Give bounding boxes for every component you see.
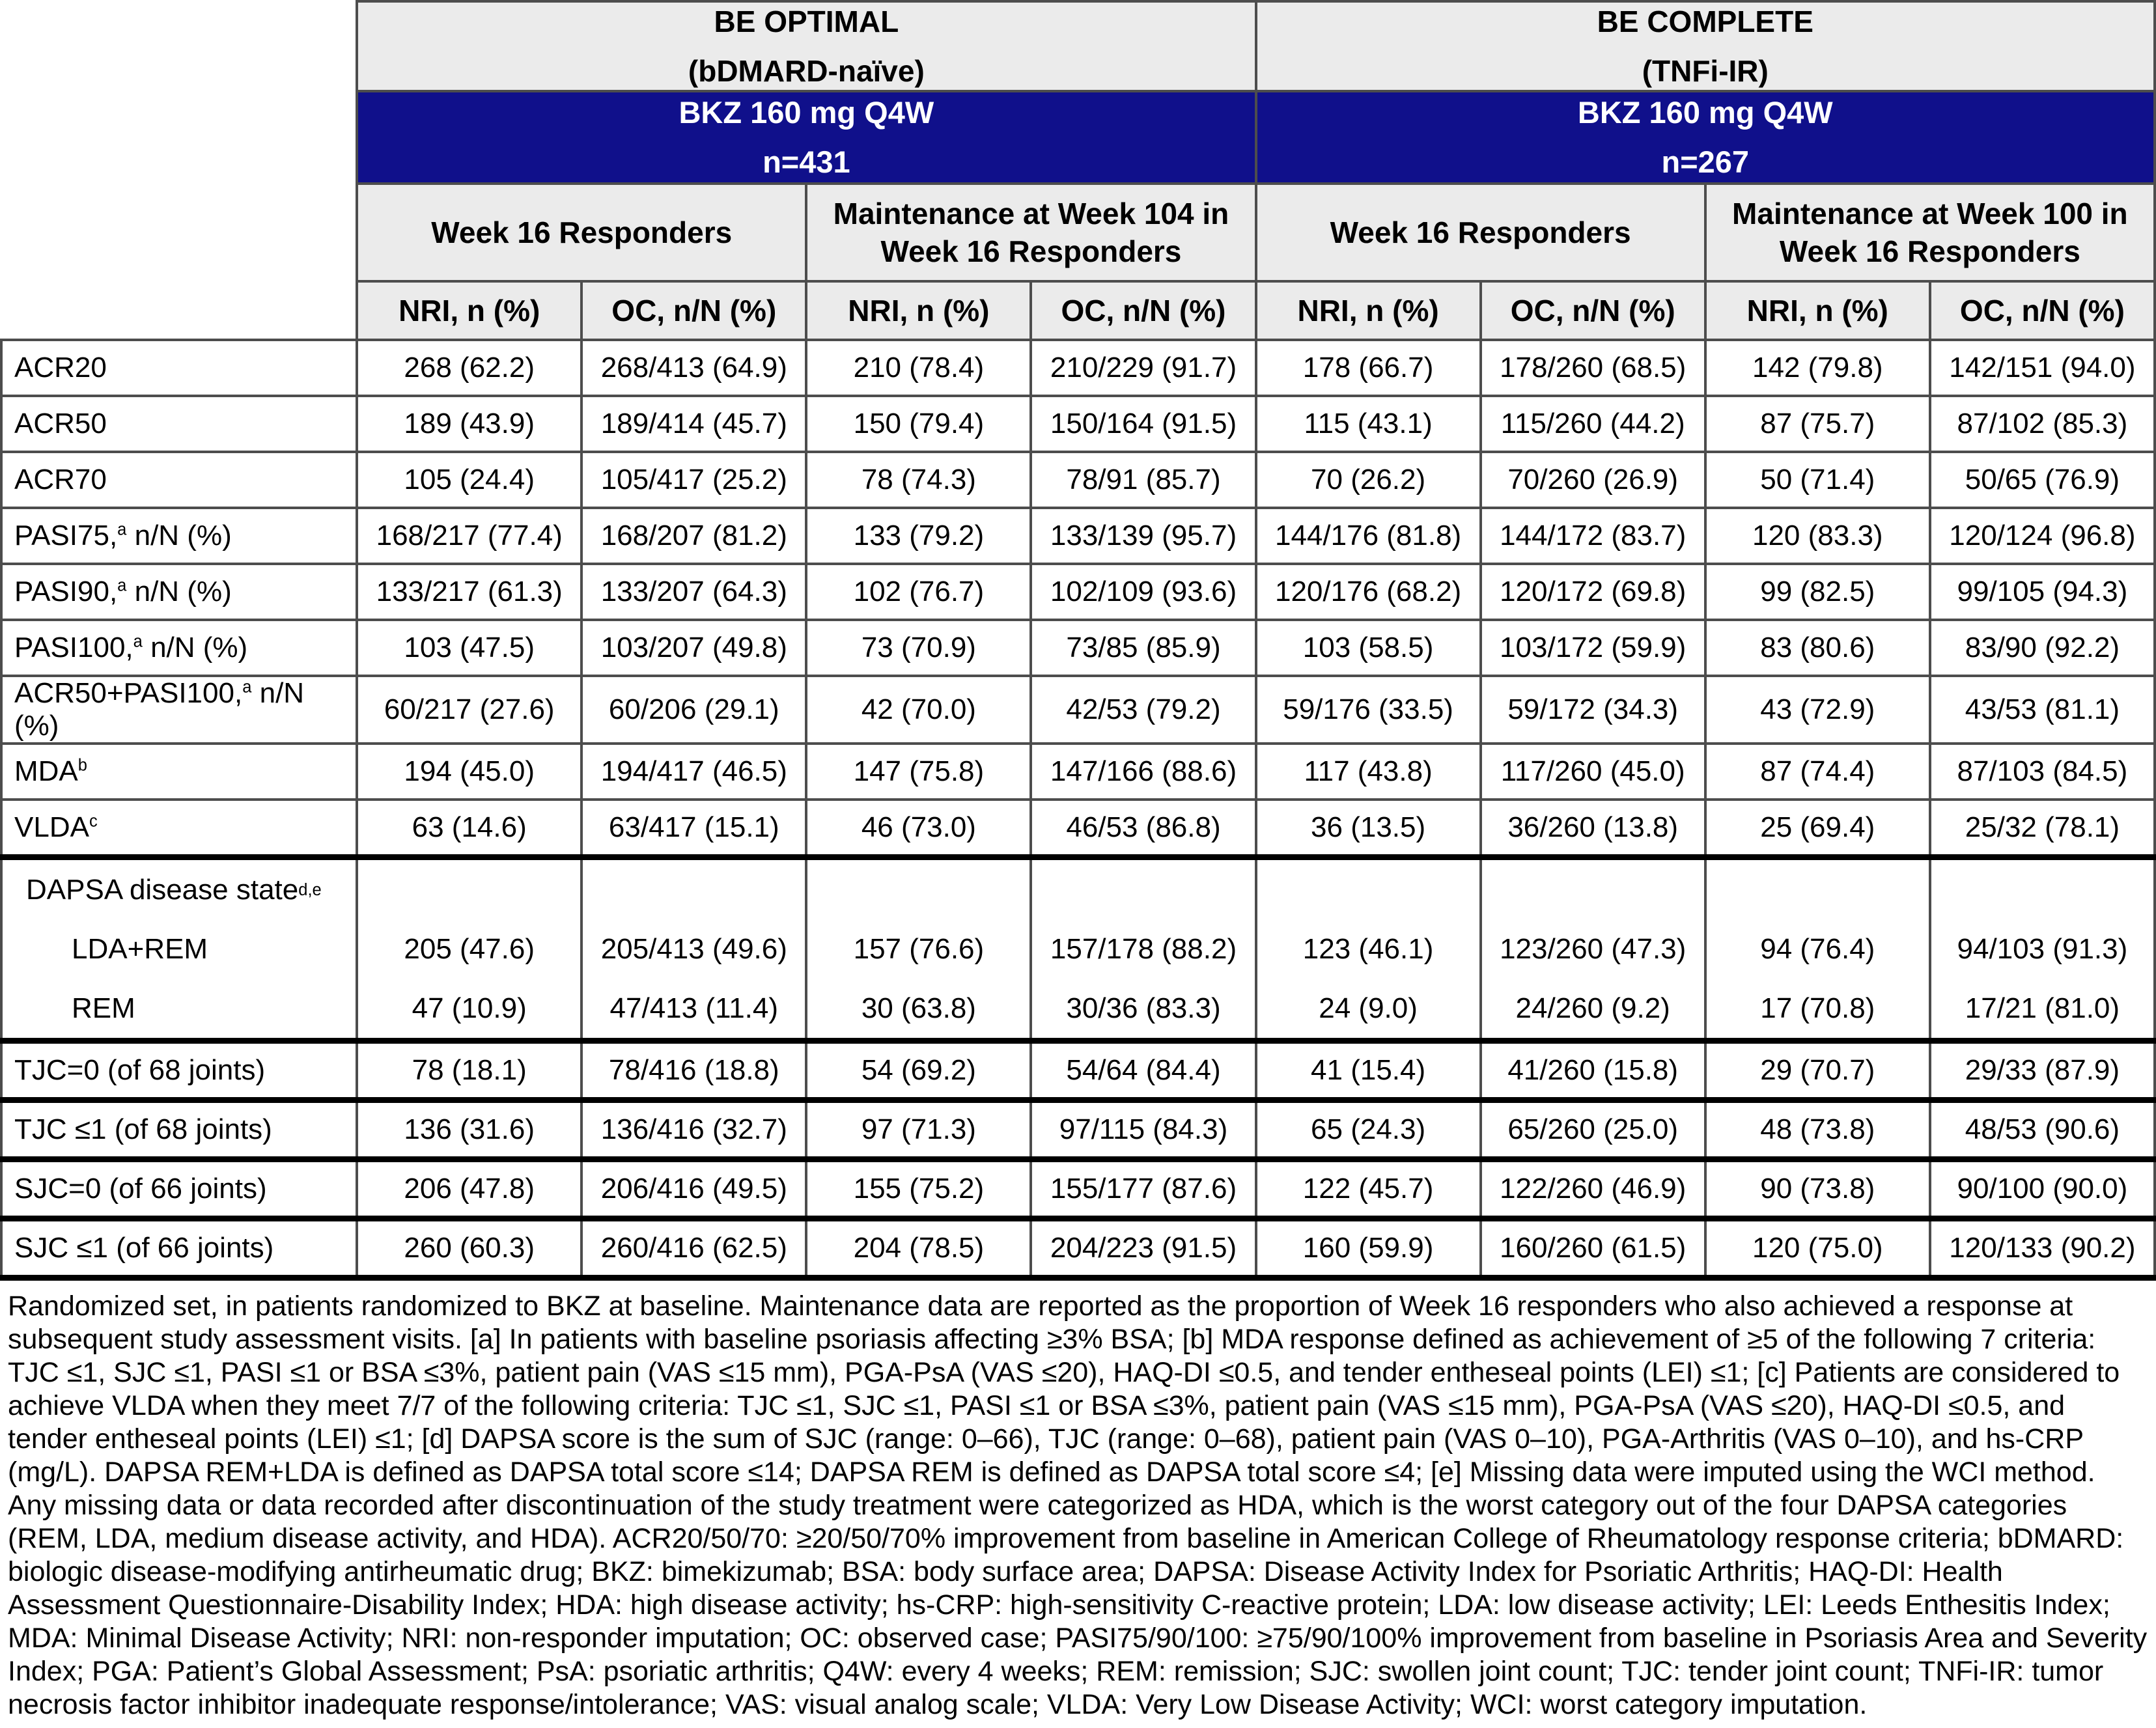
data-cell: 144/172 (83.7) xyxy=(1481,508,1705,564)
data-value: 123/260 (47.3) xyxy=(1500,932,1687,965)
data-cell: 46 (73.0) xyxy=(806,800,1031,857)
data-cell: 120 (83.3) xyxy=(1705,508,1930,564)
data-cell: 204/223 (91.5) xyxy=(1031,1219,1255,1278)
data-value: 205/413 (49.6) xyxy=(600,932,787,965)
data-cell xyxy=(1481,857,1705,1041)
data-cell: 160/260 (61.5) xyxy=(1481,1219,1705,1278)
data-cell: 102/109 (93.6) xyxy=(1031,564,1255,620)
data-cell: 97 (71.3) xyxy=(806,1100,1031,1160)
study1-week16-header: Week 16 Responders xyxy=(357,184,806,281)
superscript-marker: a xyxy=(133,632,143,651)
data-cell: 105/417 (25.2) xyxy=(581,452,806,508)
superscript-marker: b xyxy=(77,756,87,775)
data-cell: 87 (75.7) xyxy=(1705,396,1930,452)
data-cell: 120/124 (96.8) xyxy=(1930,508,2155,564)
study2-treatment: BKZ 160 mg Q4W xyxy=(1577,95,1833,130)
row-label-text: PASI90, xyxy=(14,576,118,607)
data-cell: 142/151 (94.0) xyxy=(1930,340,2155,396)
data-cell: 210/229 (91.7) xyxy=(1031,340,1255,396)
row-label-text: TJC=0 (of 68 joints) xyxy=(14,1054,266,1086)
data-cell: 46/53 (86.8) xyxy=(1031,800,1255,857)
data-cell: 29 (70.7) xyxy=(1705,1041,1930,1100)
data-cell: 155/177 (87.6) xyxy=(1031,1160,1255,1219)
data-cell: 60/217 (27.6) xyxy=(357,676,581,744)
blank-corner-cell xyxy=(1,281,357,340)
row-label-text: SJC ≤1 (of 66 joints) xyxy=(14,1232,274,1264)
data-value: 30/36 (83.3) xyxy=(1066,992,1221,1024)
study1-n: n=431 xyxy=(763,145,850,179)
study2-header xyxy=(1256,1,2155,91)
row-label xyxy=(1,857,357,1041)
data-cell xyxy=(1930,857,2155,1041)
blank-corner-cell xyxy=(1,91,357,184)
study1-header xyxy=(357,1,1255,91)
data-value: 47/413 (11.4) xyxy=(609,992,779,1024)
group-row xyxy=(1,857,2155,1041)
data-cell: 36 (13.5) xyxy=(1256,800,1481,857)
table-row xyxy=(1,508,2155,564)
data-cell: 122/260 (46.9) xyxy=(1481,1160,1705,1219)
row-label xyxy=(1,744,357,800)
row-label xyxy=(1,620,357,676)
data-cell: 65/260 (25.0) xyxy=(1481,1100,1705,1160)
data-cell: 87 (74.4) xyxy=(1705,744,1930,800)
row-label xyxy=(1,1219,357,1278)
data-cell: 206/416 (49.5) xyxy=(581,1160,806,1219)
data-value: 17/21 (81.0) xyxy=(1965,992,2120,1024)
data-cell: 260 (60.3) xyxy=(357,1219,581,1278)
data-cell: 115 (43.1) xyxy=(1256,396,1481,452)
data-cell: 117/260 (45.0) xyxy=(1481,744,1705,800)
row-label-text: VLDA xyxy=(14,811,89,843)
data-cell: 133/207 (64.3) xyxy=(581,564,806,620)
data-cell: 133/139 (95.7) xyxy=(1031,508,1255,564)
table-body xyxy=(1,340,2155,1278)
data-cell: 50/65 (76.9) xyxy=(1930,452,2155,508)
data-cell: 59/176 (33.5) xyxy=(1256,676,1481,744)
study2-week16-header: Week 16 Responders xyxy=(1256,184,1705,281)
data-cell: 150 (79.4) xyxy=(806,396,1031,452)
data-cell: 168/217 (77.4) xyxy=(357,508,581,564)
data-cell: 43/53 (81.1) xyxy=(1930,676,2155,744)
row-label-suffix: n/N (%) xyxy=(142,632,248,663)
empty-line xyxy=(1931,860,2153,919)
data-cell: 99 (82.5) xyxy=(1705,564,1930,620)
col-header-nri: NRI, n (%) xyxy=(1256,281,1481,340)
study-title-row xyxy=(1,1,2155,91)
row-label-text: SJC=0 (of 66 joints) xyxy=(14,1173,267,1205)
table-header xyxy=(1,1,2155,340)
data-cell: 59/172 (34.3) xyxy=(1481,676,1705,744)
row-label-text: REM xyxy=(72,992,135,1024)
data-cell: 36/260 (13.8) xyxy=(1481,800,1705,857)
table-row xyxy=(1,744,2155,800)
study2-subtitle: (TNFi-IR) xyxy=(1642,54,1769,88)
row-label xyxy=(1,452,357,508)
row-label-text: ACR20 xyxy=(14,352,107,383)
data-cell: 189 (43.9) xyxy=(357,396,581,452)
data-cell: 78 (18.1) xyxy=(357,1041,581,1100)
data-cell: 268 (62.2) xyxy=(357,340,581,396)
data-cell: 133 (79.2) xyxy=(806,508,1031,564)
study1-subtitle: (bDMARD-naïve) xyxy=(688,54,925,88)
row-label xyxy=(1,1041,357,1100)
study2-maintenance-header: Maintenance at Week 100 in Week 16 Responders xyxy=(1705,184,2155,281)
superscript-marker: a xyxy=(242,678,252,697)
data-cell: 117 (43.8) xyxy=(1256,744,1481,800)
data-cell: 150/164 (91.5) xyxy=(1031,396,1255,452)
data-cell: 97/115 (84.3) xyxy=(1031,1100,1255,1160)
data-value: 94/103 (91.3) xyxy=(1957,932,2128,965)
data-value: 157 (76.6) xyxy=(853,932,985,965)
data-cell: 103/207 (49.8) xyxy=(581,620,806,676)
row-label-text: DAPSA disease state xyxy=(26,873,299,906)
data-cell: 90/100 (90.0) xyxy=(1930,1160,2155,1219)
data-cell: 78 (74.3) xyxy=(806,452,1031,508)
study1-title: BE OPTIMAL xyxy=(714,5,899,38)
table-row xyxy=(1,676,2155,744)
data-cell: 43 (72.9) xyxy=(1705,676,1930,744)
data-cell: 120/176 (68.2) xyxy=(1256,564,1481,620)
data-cell xyxy=(1256,857,1481,1041)
data-value: 157/178 (88.2) xyxy=(1050,932,1237,965)
data-cell: 120/172 (69.8) xyxy=(1481,564,1705,620)
row-label xyxy=(1,340,357,396)
data-cell: 210 (78.4) xyxy=(806,340,1031,396)
row-label-suffix: n/N (%) xyxy=(126,520,232,551)
data-cell: 60/206 (29.1) xyxy=(581,676,806,744)
col-header-oc: OC, n/N (%) xyxy=(1930,281,2155,340)
row-label xyxy=(1,508,357,564)
data-cell: 206 (47.8) xyxy=(357,1160,581,1219)
data-cell: 155 (75.2) xyxy=(806,1160,1031,1219)
data-cell: 122 (45.7) xyxy=(1256,1160,1481,1219)
data-value: 17 (70.8) xyxy=(1760,992,1875,1024)
data-cell xyxy=(357,857,581,1041)
group-label-line: DAPSA disease state d,e xyxy=(26,873,322,906)
table-row xyxy=(1,1219,2155,1278)
data-cell: 147/166 (88.6) xyxy=(1031,744,1255,800)
data-cell xyxy=(806,857,1031,1041)
data-cell: 102 (76.7) xyxy=(806,564,1031,620)
col-header-oc: OC, n/N (%) xyxy=(1031,281,1255,340)
data-cell: 178 (66.7) xyxy=(1256,340,1481,396)
row-label-text: PASI100, xyxy=(14,632,133,663)
imputation-row xyxy=(1,281,2155,340)
empty-line xyxy=(807,860,1029,919)
blank-corner-cell xyxy=(1,184,357,281)
sub-row-label xyxy=(14,919,356,979)
study1-treatment-header xyxy=(357,91,1255,184)
blank-corner-cell xyxy=(1,1,357,91)
data-cell: 103 (58.5) xyxy=(1256,620,1481,676)
table-row xyxy=(1,1160,2155,1219)
data-value: 24/260 (9.2) xyxy=(1515,992,1670,1024)
data-cell: 78/91 (85.7) xyxy=(1031,452,1255,508)
empty-line xyxy=(1707,860,1929,919)
empty-line xyxy=(1482,860,1704,919)
data-cell: 73 (70.9) xyxy=(806,620,1031,676)
table-row xyxy=(1,452,2155,508)
data-value: 24 (9.0) xyxy=(1319,992,1418,1024)
superscript-marker: c xyxy=(89,812,98,831)
row-label-text: TJC ≤1 (of 68 joints) xyxy=(14,1113,272,1145)
col-header-oc: OC, n/N (%) xyxy=(581,281,806,340)
row-label-text: LDA+REM xyxy=(72,932,208,965)
data-cell: 120/133 (90.2) xyxy=(1930,1219,2155,1278)
data-cell: 48/53 (90.6) xyxy=(1930,1100,2155,1160)
data-cell: 160 (59.9) xyxy=(1256,1219,1481,1278)
superscript-marker: a xyxy=(117,576,127,595)
data-cell: 54/64 (84.4) xyxy=(1031,1041,1255,1100)
data-cell: 99/105 (94.3) xyxy=(1930,564,2155,620)
data-cell: 204 (78.5) xyxy=(806,1219,1031,1278)
sub-row-label xyxy=(14,979,356,1038)
col-header-oc: OC, n/N (%) xyxy=(1481,281,1705,340)
data-cell: 87/103 (84.5) xyxy=(1930,744,2155,800)
study2-treatment-header xyxy=(1256,91,2155,184)
study2-n: n=267 xyxy=(1661,145,1750,179)
data-cell: 78/416 (18.8) xyxy=(581,1041,806,1100)
data-cell: 54 (69.2) xyxy=(806,1041,1031,1100)
table-row xyxy=(1,396,2155,452)
row-label-text: ACR50+PASI100, xyxy=(14,677,243,709)
empty-line xyxy=(1257,860,1479,919)
data-cell: 147 (75.8) xyxy=(806,744,1031,800)
study2-title: BE COMPLETE xyxy=(1597,5,1813,38)
col-header-nri: NRI, n (%) xyxy=(806,281,1031,340)
row-label-text: ACR70 xyxy=(14,464,107,495)
data-cell: 70/260 (26.9) xyxy=(1481,452,1705,508)
table-row xyxy=(1,564,2155,620)
data-cell: 120 (75.0) xyxy=(1705,1219,1930,1278)
data-cell: 115/260 (44.2) xyxy=(1481,396,1705,452)
data-cell xyxy=(581,857,806,1041)
row-label xyxy=(1,564,357,620)
data-cell: 168/207 (81.2) xyxy=(581,508,806,564)
table-row xyxy=(1,340,2155,396)
data-cell: 65 (24.3) xyxy=(1256,1100,1481,1160)
data-cell: 83/90 (92.2) xyxy=(1930,620,2155,676)
row-label xyxy=(1,396,357,452)
table-row xyxy=(1,620,2155,676)
empty-line xyxy=(583,860,805,919)
table-row xyxy=(1,1041,2155,1100)
data-cell: 105 (24.4) xyxy=(357,452,581,508)
data-cell: 136 (31.6) xyxy=(357,1100,581,1160)
data-cell: 103/172 (59.9) xyxy=(1481,620,1705,676)
row-label-suffix: n/N (%) xyxy=(126,576,232,607)
data-cell: 194/417 (46.5) xyxy=(581,744,806,800)
row-label xyxy=(1,1100,357,1160)
data-value: 47 (10.9) xyxy=(412,992,527,1024)
data-cell: 268/413 (64.9) xyxy=(581,340,806,396)
data-cell: 103 (47.5) xyxy=(357,620,581,676)
data-cell: 133/217 (61.3) xyxy=(357,564,581,620)
treatment-row xyxy=(1,91,2155,184)
data-cell: 48 (73.8) xyxy=(1705,1100,1930,1160)
col-header-nri: NRI, n (%) xyxy=(357,281,581,340)
row-label-text: ACR50 xyxy=(14,408,107,439)
data-value: 30 (63.8) xyxy=(861,992,976,1024)
col-header-nri: NRI, n (%) xyxy=(1705,281,1930,340)
data-cell: 29/33 (87.9) xyxy=(1930,1041,2155,1100)
study1-treatment: BKZ 160 mg Q4W xyxy=(679,95,934,130)
data-cell: 42 (70.0) xyxy=(806,676,1031,744)
timepoint-row xyxy=(1,184,2155,281)
row-label xyxy=(1,676,357,744)
data-cell: 90 (73.8) xyxy=(1705,1160,1930,1219)
data-cell: 73/85 (85.9) xyxy=(1031,620,1255,676)
data-cell: 83 (80.6) xyxy=(1705,620,1930,676)
footnote: Randomized set, in patients randomized to BKZ at baseline. Maintenance data are reported as the proportion of Week 16 responders who also achieved a response at subsequent study assessment visits. [a] In patients with baseline psoriasis affecting ≥3% BSA; [b] MDA response defined as achievement of ≥5 of the following 7 criteria: TJC ≤1, SJC ≤1, PASI ≤1 or BSA ≤3%, patient pain (VAS ≤15 mm), PGA-PsA (VAS ≤20), HAQ-DI ≤0.5, and tender entheseal points (LEI) ≤1; [c] Patients are considered to achieve VLDA when they meet 7/7 of the following criteria: TJC ≤1, SJC ≤1, PASI ≤1 or BSA ≤3%, patient pain (VAS ≤15 mm), PGA-PsA (VAS ≤20), HAQ-DI ≤0.5, and tender entheseal points (LEI) ≤1; [d] DAPSA score is the sum of SJC (range: 0–66), TJC (range: 0–68), patient pain (VAS 0–10), PGA-Arthritis (VAS 0–10), and hs-CRP (mg/L). DAPSA REM+LDA is defined as DAPSA total score ≤14; DAPSA REM is defined as DAPSA total score ≤4; [e] Missing data were imputed using the WCI method. Any missing data or data recorded after discontinuation of the study treatment were categorized as HDA, which is the worst category out of the four DAPSA categories (REM, LDA, medium disease activity, and HDA). ACR20/50/70: ≥20/50/70% improvement from baseline in American College of Rheumatology response criteria; bDMARD: biologic disease-modifying antirheumatic drug; BKZ: bimekizumab; BSA: body surface area; DAPSA: Disease Activity Index for Psoriatic Arthritis; HAQ-DI: Health Assessment Questionnaire-Disability Index; HDA: high disease activity; hs-CRP: high-sensitivity C-reactive protein; LDA: low disease activity; LEI: Leeds Enthesitis Index; MDA: Minimal Disease Activity; NRI: non-responder imputation; OC: observed case; PASI75/90/100: ≥75/90/100% improvement from baseline in Psoriasis Area and Severity Index; PGA: Patient’s Global Assessment; PsA: psoriatic arthritis; Q4W: every 4 weeks; REM: remission; SJC: swollen joint count; TJC: tender joint count; TNFi-IR: tumor necrosis factor inhibitor inadequate response/intolerance; VAS: visual analog scale; VLDA: Very Low Disease Activity; WCI: worst category imputation. xyxy=(8,1290,2148,1720)
data-cell: 41 (15.4) xyxy=(1256,1041,1481,1100)
data-cell xyxy=(1031,857,1255,1041)
empty-line xyxy=(358,860,580,919)
study1-maintenance-header: Maintenance at Week 104 in Week 16 Responders xyxy=(806,184,1255,281)
row-label xyxy=(1,1160,357,1219)
empty-line xyxy=(1032,860,1254,919)
data-cell: 260/416 (62.5) xyxy=(581,1219,806,1278)
data-cell: 136/416 (32.7) xyxy=(581,1100,806,1160)
data-cell: 87/102 (85.3) xyxy=(1930,396,2155,452)
data-cell: 189/414 (45.7) xyxy=(581,396,806,452)
data-cell: 142 (79.8) xyxy=(1705,340,1930,396)
data-cell: 70 (26.2) xyxy=(1256,452,1481,508)
data-cell xyxy=(1705,857,1930,1041)
row-label-suffix: n/N (%) xyxy=(14,677,305,742)
data-cell: 42/53 (79.2) xyxy=(1031,676,1255,744)
row-label-text: MDA xyxy=(14,755,78,787)
data-value: 94 (76.4) xyxy=(1760,932,1875,965)
data-cell: 25/32 (78.1) xyxy=(1930,800,2155,857)
table-row xyxy=(1,800,2155,857)
data-cell: 25 (69.4) xyxy=(1705,800,1930,857)
data-cell: 144/176 (81.8) xyxy=(1256,508,1481,564)
data-value: 205 (47.6) xyxy=(404,932,535,965)
table-row xyxy=(1,1100,2155,1160)
data-cell: 50 (71.4) xyxy=(1705,452,1930,508)
superscript-marker: a xyxy=(117,520,127,539)
data-cell: 194 (45.0) xyxy=(357,744,581,800)
data-cell: 63/417 (15.1) xyxy=(581,800,806,857)
data-cell: 41/260 (15.8) xyxy=(1481,1041,1705,1100)
data-cell: 63 (14.6) xyxy=(357,800,581,857)
row-label xyxy=(1,800,357,857)
row-label-text: PASI75, xyxy=(14,520,118,551)
data-value: 123 (46.1) xyxy=(1302,932,1434,965)
data-cell: 178/260 (68.5) xyxy=(1481,340,1705,396)
